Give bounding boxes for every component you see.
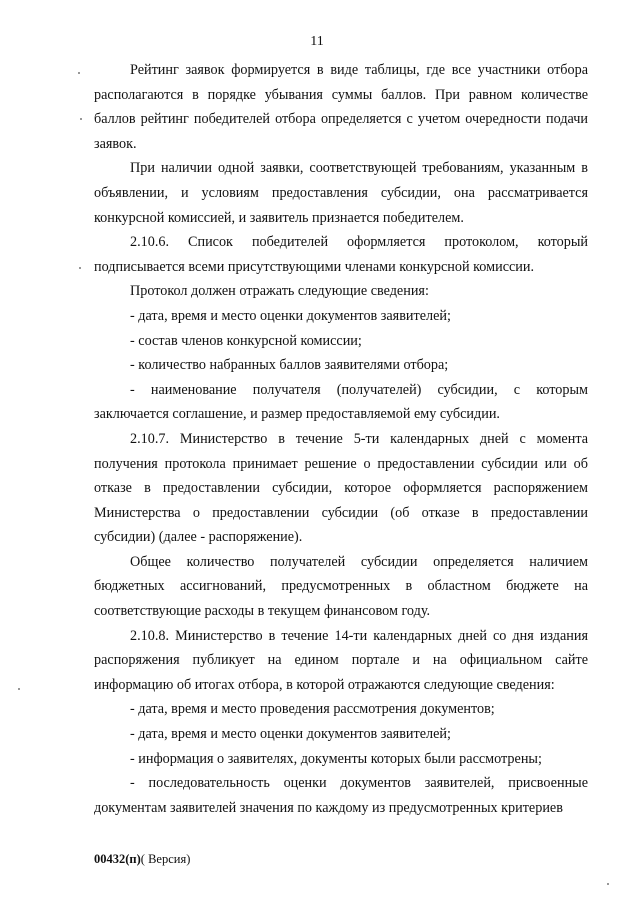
paragraph: - дата, время и место оценки документов заявителей;	[130, 307, 451, 324]
paragraph: Общее количество получателей субсидии определяется наличием бюджетных ассигнований, предусмотренных в областном бюджете на соответствующие расходы в текущем финансовом году.	[94, 553, 588, 620]
paragraph: - состав членов конкурсной комиссии;	[130, 332, 362, 349]
paragraph: При наличии одной заявки, соответствующей требованиям, указанным в объявлении, и условиям предоставления субсидии, она рассматривается конкурсной комиссией, и заявитель признается победителем.	[94, 160, 588, 226]
paragraph: 2.10.6. Список победителей оформляется протоколом, который подписывается всеми присутствующими членами конкурсной комиссии.	[94, 234, 588, 275]
scan-speck	[80, 118, 82, 120]
document-body	[94, 58, 588, 820]
paragraph: - информация о заявителях, документы которых были рассмотрены;	[130, 750, 542, 767]
paragraph: - дата, время и место оценки документов заявителей;	[130, 726, 451, 743]
document-footer	[94, 851, 190, 867]
scan-speck	[607, 883, 609, 885]
paragraph: - дата, время и место проведения рассмотрения документов;	[130, 701, 495, 718]
scan-speck	[18, 688, 20, 690]
paragraph: Рейтинг заявок формируется в виде таблицы, где все участники отбора располагаются в порядке убывания суммы баллов. При равном количестве баллов рейтинг победителей отбора определяется с учетом очередности подачи заявок.	[94, 62, 588, 152]
paragraph: - наименование получателя (получателей) субсидии, с которым заключается соглашение, и размер предоставляемой ему субсидии.	[94, 381, 588, 423]
scan-speck	[78, 72, 80, 74]
document-code: 00432(п)	[94, 852, 141, 866]
paragraph: Протокол должен отражать следующие сведения:	[130, 283, 429, 300]
document-version: ( Версия)	[140, 852, 191, 866]
paragraph: - количество набранных баллов заявителями отбора;	[130, 357, 449, 374]
paragraph: 2.10.7. Министерство в течение 5-ти календарных дней с момента получения протокола принимает решение о предоставлении субсидии или об отказе в предоставлении субсидии, которое оформляется распоряжением Министерства о предоставлении субсидии (об отказе в предоставлении субсидии) (далее - распоряжение).	[94, 430, 588, 546]
paragraph: 2.10.8. Министерство в течение 14-ти календарных дней со дня издания распоряжения публикует на едином портале и на официальном сайте информацию об итогах отбора, в которой отражаются следующие сведения:	[94, 627, 588, 693]
scan-speck	[79, 267, 81, 269]
page-number: 11	[310, 34, 324, 49]
paragraph: - последовательность оценки документов заявителей, присвоенные документам заявителей значения по каждому из предусмотренных критериев	[94, 775, 588, 816]
